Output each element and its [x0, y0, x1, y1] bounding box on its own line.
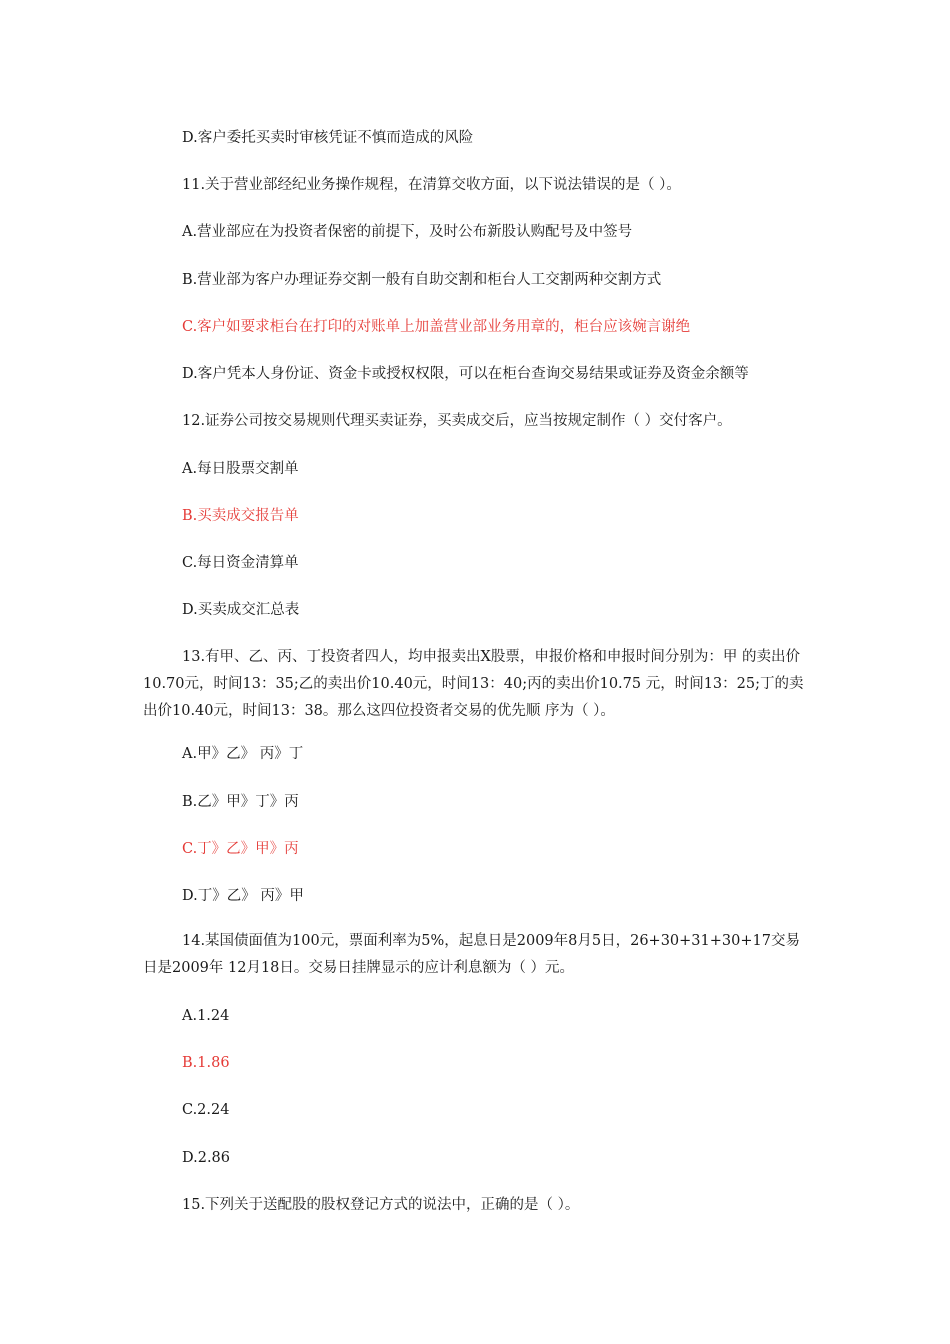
option-14-c: C.2.24 [182, 1102, 230, 1118]
option-12-b-correct: B.买卖成交报告单 [182, 508, 299, 524]
option-12-a: A.每日股票交割单 [182, 461, 299, 477]
question-13: 13.有甲、乙、丙、丁投资者四人，均申报卖出X股票，申报价格和申报时间分别为：甲 的卖出价10.70元，时间13：35;乙的卖出价10.40元，时间13：40;丙的卖出价10.75 元，时间13：25;丁的卖出价10.40元，时间13：38。那么这四位投资者交易的优先顺 序为（ ）。 [143, 649, 804, 719]
question-14: 14.某国债面值为100元，票面利率为5%，起息日是2009年8月5日，26+30+31+30+17交易日是2009年 12月18日。交易日挂牌显示的应计利息额为（ ）元。 [143, 933, 800, 976]
option-11-c-correct: C.客户如要求柜台在打印的对账单上加盖营业部业务用章的，柜台应该婉言谢绝 [182, 319, 691, 335]
option-13-a: A.甲》乙》 丙》丁 [182, 746, 304, 762]
option-12-d: D.买卖成交汇总表 [182, 602, 300, 618]
option-12-c: C.每日资金清算单 [182, 555, 299, 571]
option-14-b-correct: B.1.86 [182, 1055, 230, 1071]
option-13-d: D.丁》乙》 丙》甲 [182, 888, 304, 904]
question-11: 11.关于营业部经纪业务操作规程，在清算交收方面，以下说法错误的是（ ）。 [182, 177, 681, 193]
question-15: 15.下列关于送配股的股权登记方式的说法中，正确的是（ ）。 [182, 1197, 580, 1213]
option-13-c-correct: C.丁》乙》甲》丙 [182, 841, 299, 857]
option-11-d: D.客户凭本人身份证、资金卡或授权权限，可以在柜台查询交易结果或证券及资金余额等 [182, 366, 749, 382]
option-10-d: D.客户委托买卖时审核凭证不慎而造成的风险 [182, 130, 474, 146]
option-11-b: B.营业部为客户办理证券交割一般有自助交割和柜台人工交割两种交割方式 [182, 272, 662, 288]
option-14-a: A.1.24 [182, 1008, 230, 1024]
option-13-b: B.乙》甲》丁》丙 [182, 794, 299, 810]
option-11-a: A.营业部应在为投资者保密的前提下，及时公布新股认购配号及中签号 [182, 224, 633, 240]
question-12: 12.证券公司按交易规则代理买卖证券，买卖成交后，应当按规定制作（ ）交付客户。 [182, 413, 732, 429]
option-14-d: D.2.86 [182, 1150, 231, 1166]
